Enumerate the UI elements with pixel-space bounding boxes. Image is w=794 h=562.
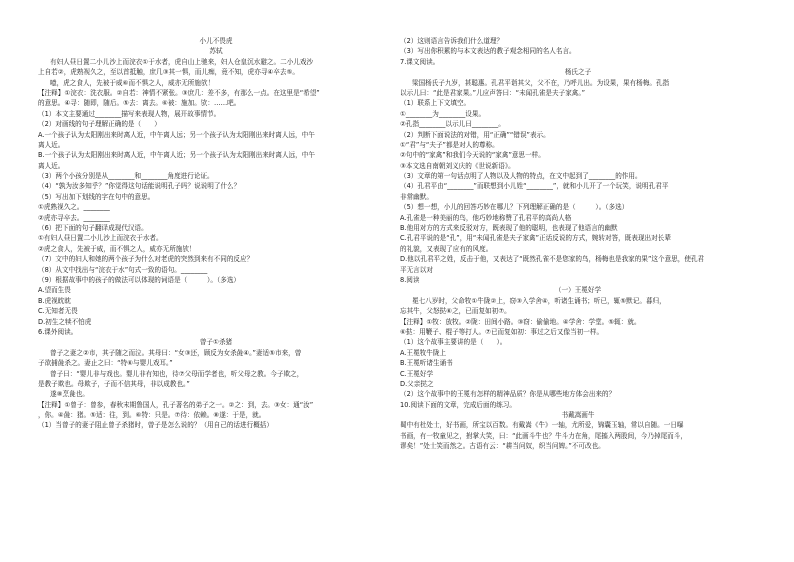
left-text-line: （7）文中的妇人和她的两个孩子为什么对老虎的突然到来有不同的反应？ — [38, 255, 254, 264]
left-text-line: 【注释】①曾子：曾参，春秋末期鲁国人，孔子著名的弟子之一。②之：到，去。③女：通“汝” — [38, 400, 314, 409]
right-text-line: （2）这个故事中的王冕有怎样的精神品质？你是从哪些地方体会出来的？ — [400, 390, 616, 399]
right-text-line: D.他以孔君平之姓，反击于他，又表达了“既然孔雀不是您家的鸟，杨梅也是我家的果”这个意思，使孔君 — [400, 255, 705, 264]
left-text-line: C.无知者无畏 — [38, 307, 78, 316]
left-text-line: 上自若②，虎熟视久之，至以首抵触，庶几③其一惧，而儿痴，竟不知，虎亦寻④卒去⑤。 — [38, 68, 300, 77]
left-text-line: ，你。④彘：猪。⑤适：往，到。⑥特：只是。⑦待：依赖。⑧遂：于是，就。 — [38, 411, 266, 420]
right-text-line: （一）王冕好学 — [554, 286, 602, 295]
left-text-line: （6）把下面的句子翻译成现代汉语。 — [38, 224, 148, 233]
left-text-line: A.望而生畏 — [38, 286, 71, 295]
right-text-line: 7.课文阅读。 — [400, 57, 440, 66]
right-text-line: （1）联系上下文填空。 — [400, 99, 471, 108]
left-text-line: ①虎熟视久之。________ — [38, 203, 110, 212]
right-text-line: B.王冕听诸生诵书 — [400, 359, 453, 368]
left-text-line: 曾子①杀猪 — [199, 338, 233, 347]
left-text-line: B.一个孩子认为太阳刚出来时离人近，中午离人近；另一个孩子认为太阳刚出来时离人远，中午 — [38, 151, 315, 160]
right-text-line: 以示儿曰：“此是君家果。”儿应声答曰：“未闻孔雀是夫子家禽。” — [400, 88, 586, 97]
right-text-line: B.他用对方的方式来反驳对方，既表现了他的聪明，也表现了他语言的幽默 — [400, 224, 618, 233]
right-text-line: ①________为________设果。 — [400, 109, 486, 118]
left-text-line: 曾子之妻之②市，其子随之而泣。其母曰：“女③还，顾反为女杀彘④。”妻适⑤市来，曾 — [50, 348, 302, 357]
right-text-line: C.孔君平说的是“孔”，用“未闻孔雀是夫子家禽”正话反说的方式，婉转对答，既表现出对长辈 — [400, 234, 671, 243]
left-text-line: （4）“孰为汝多知乎？”你觉得这句话能说明孔子吗？说说明了什么？ — [38, 182, 241, 191]
right-text-line: C.王冕好学 — [400, 369, 434, 378]
right-text-line: A.孔雀是一种美丽的鸟，他巧妙地称赞了孔君平的高尚人格 — [400, 213, 572, 222]
left-text-line: （3）两个小孩分别是从________和________角度进行论证。 — [38, 172, 214, 181]
right-text-line: ②句中的“家禽”和我们今天说的“家禽”意思一样。 — [400, 151, 545, 160]
left-text-line: ①有妇人昼日置二小儿沙上而浣衣于水者。 — [38, 234, 163, 243]
right-text-line: 杨氏之子 — [564, 68, 592, 77]
left-text-line: （8）从文中找出与“浣衣于水”句式一致的语句。________ — [38, 265, 208, 274]
right-text-line: ③本文选自南朝刘义庆的《世说新语》。 — [400, 161, 515, 170]
left-text-line: ②虎之食人，先被于威，而不惧之人，威亦无所施欤！ — [38, 244, 196, 253]
left-text-line: 遂⑧烹彘也。 — [50, 390, 89, 399]
left-text-line: （1）当曾子的妻子阻止曾子杀猪时，曾子是怎么说的？（用自己的话进行概括） — [38, 421, 273, 430]
right-text-line: 书画，有一牧童见之，拊掌大笑，曰：“此画斗牛也？牛斗力在角，尾搐入两股间，今乃掉尾而斗， — [400, 431, 687, 440]
right-text-line: （4）孔君平由“________”而联想到小儿姓“________”，就和小儿开了一个玩笑，说明孔君平 — [400, 182, 669, 191]
right-text-line: 非常幽默。 — [400, 192, 433, 201]
right-text-line: 【注释】①牧：放牧。②陇：田间小路。③窃：偷偷地。④学舍：学堂。⑤辄：就。 — [400, 317, 641, 326]
right-text-line: （5）想一想，小儿的回答巧妙在哪儿？下列理解正确的是（ ）。（多选） — [400, 203, 629, 212]
right-text-line: ⑥挞：用鞭子、棍子等打人。⑦已而复如初：事过之后又像当初一样。 — [400, 327, 604, 336]
right-text-line: 平无言以对 — [400, 265, 433, 274]
left-text-line: 有妇人昼日置二小儿沙上而浣衣①于水者，虎自山上驰来，妇人仓皇沉水避之。二小儿戏沙 — [50, 57, 314, 66]
left-text-line: B.虎视眈眈 — [38, 296, 71, 305]
left-text-line: ②虎亦寻卒去。________ — [38, 213, 110, 222]
left-text-line: 是教子欺也。母欺子，子而不信其母，非以成教也。” — [38, 379, 190, 388]
right-text-line: （2）判断下面说法的对错，用“正确”“错误”表示。 — [400, 130, 550, 139]
right-text-line: 冕七八岁时，父命牧①牛陇②上，窃③入学舍④，听诸生诵书；听已，辄⑤默记。暮归， — [412, 296, 666, 305]
left-text-line: D.初生之犊不怕虎 — [38, 317, 92, 326]
left-text-line: 子欲捕彘杀之。妻止之曰：“特⑥与婴儿戏耳。” — [38, 359, 173, 368]
right-text-line: 谬矣！”处士笑而然之。古语有云：“耕当问奴，织当问婢。”不可改也。 — [400, 442, 605, 451]
left-text-line: 小儿不畏虎 — [199, 37, 233, 45]
left-text-line: （5）写出加下划线的字在句中的意思。 — [38, 192, 155, 201]
left-text-line: （2）对画线的句子理解正确的是（ ） — [38, 120, 161, 129]
left-text-line: 离人近。 — [38, 140, 65, 149]
left-text-line: 噫，虎之食人，先被于威⑥而不惧之人，威亦无所施欤！ — [50, 78, 215, 87]
right-text-line: D.父亲挞之 — [400, 379, 434, 388]
right-text-line: （1）这个故事主要讲的是（ ）。 — [400, 338, 507, 347]
left-text-line: 苏轼 — [209, 47, 223, 56]
right-text-line: A.王冕牧牛陇上 — [400, 348, 447, 357]
right-text-line: ②孔指________以示儿曰________。 — [400, 120, 505, 129]
left-column — [38, 36, 394, 431]
left-text-line: 【注释】①浣衣：洗衣服。②自若：神情不紧张。③庶几：差不多，有那么一点。在这里是“希望” — [38, 88, 320, 97]
left-text-line: （1）本文主要通过________描写来表现人物，展开故事情节。 — [38, 109, 221, 118]
right-text-line: 10.阅读下面的文章，完成后面的练习。 — [400, 400, 516, 409]
right-text-line: （2）这则语言告诉我们什么道理？ — [400, 37, 504, 45]
right-column — [400, 36, 756, 452]
left-text-line: 的意思。④寻：随即，随后。⑤去：离去。⑥被：施加。欤：……吧。 — [38, 99, 241, 108]
left-text-line: 曾子曰：“婴儿非与戏也。婴儿非有知也，待⑦父母而学者也，听父母之教。今子欺之， — [50, 369, 304, 378]
left-text-line: 6.课外阅读。 — [38, 327, 78, 336]
right-text-line: ①“君”与“夫子”都是对人的尊称。 — [400, 140, 499, 149]
right-text-line: （3）文章的第一句话点明了人物以及人物的特点，在文中起到了________的作用。 — [400, 172, 642, 181]
right-text-line: 书戴嵩画牛 — [561, 411, 595, 420]
right-text-line: （3）写出你积累的与本文表达的教子观念相同的名人名言。 — [400, 47, 576, 56]
left-text-line: A.一个孩子认为太阳刚出来时离人近，中午离人远；另一个孩子认为太阳刚出来时离人远，中午 — [38, 130, 315, 139]
left-text-line: （9）根据故事中的孩子的做法可以体现的词语是（ ）。（多选） — [38, 275, 240, 284]
right-text-line: 的礼貌，又表现了应有的风度。 — [400, 244, 493, 253]
left-text-line: 离人近。 — [38, 161, 65, 170]
right-text-line: 忘其牛，父怒挞⑥之，已而复如初⑦。 — [400, 307, 511, 316]
right-text-line: 8.阅读 — [400, 275, 420, 284]
right-text-line: 梁国杨氏子九岁，甚聪惠。孔君平诣其父，父不在，乃呼儿出。为设果，果有杨梅。孔指 — [412, 78, 670, 87]
right-text-line: 蜀中有杜处士，好书画，所宝以百数。有戴嵩《牛》一轴，尤所爱，锦囊玉轴，常以自随。一日曝 — [400, 421, 684, 430]
